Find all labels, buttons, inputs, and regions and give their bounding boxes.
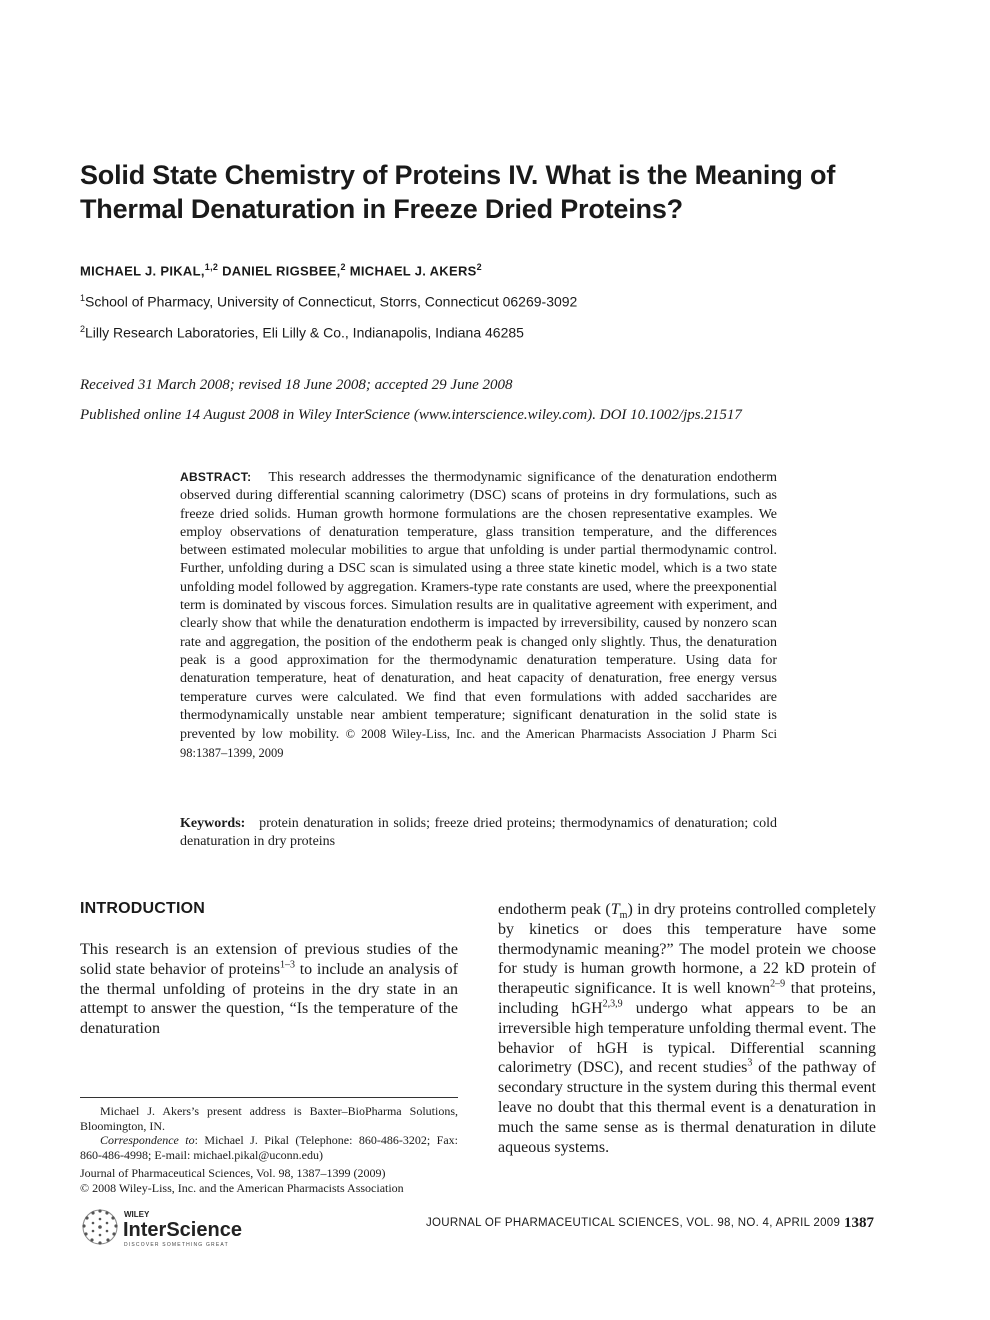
footnote-address: Michael J. Akers’s present address is Baxter–BioPharma Solutions, Bloomington, IN. [80, 1104, 458, 1133]
body-column-left [80, 940, 458, 1039]
logo-tagline: DISCOVER SOMETHING GREAT [124, 1242, 229, 1248]
affiliation-marker: 2 [476, 262, 482, 272]
footnote-correspondence [80, 1133, 458, 1162]
author-name: MICHAEL J. AKERS [349, 263, 477, 279]
keywords [180, 815, 777, 852]
abstract [180, 468, 777, 764]
correspondence-label: Correspondence to [100, 1133, 195, 1147]
body-text: undergo what appears to be an irreversible high temperature unfolding thermal event. The behavior of hGH is typical. Differential scanning calorimetry (DSC), and recent studies [498, 999, 877, 1077]
section-heading-introduction: INTRODUCTION [80, 900, 206, 917]
abstract-copyright: © 2008 Wiley-Liss, Inc. and the American Pharmacists Association J Pharm Sci 98:1387–1399, 2009 [180, 727, 777, 761]
body-text: endotherm peak ( [498, 901, 611, 918]
wiley-interscience-logo [80, 1205, 260, 1249]
body-text: ) in dry proteins controlled completely by kinetics or does this temperature have some thermodynamic meaning?” The model protein we choose for study is human growth hormone, a 22 kD protein of therapeutic significance. It is well known [498, 901, 877, 998]
author-list [80, 262, 482, 278]
body-text: This research is an extension of previous studies of the solid state behavior of proteins [80, 941, 458, 978]
affiliation-text: School of Pharmacy, University of Connecticut, Storrs, Connecticut 06269-3092 [85, 293, 578, 310]
affiliation-marker: 1 [80, 293, 86, 303]
published-line: Published online 14 August 2008 in Wiley InterScience (www.interscience.wiley.com). DOI 10.1002/jps.21517 [80, 407, 742, 423]
footnote-divider [80, 1097, 458, 1098]
affiliation-marker: 2 [80, 324, 86, 334]
keywords-text: protein denaturation in solids; freeze dried proteins; thermodynamics of denaturation; cold denaturation in dry proteins [180, 816, 777, 850]
author-name: DANIEL RIGSBEE, [222, 263, 341, 279]
symbol-subscript: m [619, 910, 628, 922]
citation-ref: 2,3,9 [602, 998, 623, 1010]
citation-ref: 3 [747, 1058, 753, 1070]
logo-wiley-text: WILEY [124, 1210, 150, 1219]
correspondence-text: : Michael J. Pikal (Telephone: 860-486-3202; Fax: 860-486-4998; E-mail: michael.pikal@uconn.edu) [80, 1133, 458, 1162]
body-text: that proteins, including hGH [498, 980, 876, 1017]
abstract-label: ABSTRACT: [180, 470, 252, 484]
citation-ref: 1–3 [280, 959, 296, 971]
footnotes [80, 1104, 458, 1195]
affiliation-marker: 2 [340, 262, 346, 272]
abstract-text: This research addresses the thermodynamic significance of the denaturation endotherm observed during differential scanning calorimetry (DSC) scans of proteins in dry formulations, such as freeze dried solids. Human growth hormone formulations are the chosen representative examples. We employ observations of denaturation temperature, glass transition temperature, and the differences between estimated molecular mobilities to argue that unfolding is under partial thermodynamic control. Further, unfolding during a DSC scan is simulated using a three state kinetic model, which is a two state unfolding model followed by aggregation. Kramers-type rate constants are used, where the preexponential term is dominated by viscous forces. Simulation results are in qualitative agreement with experiment, and clearly show that while the denaturation endotherm is impacted by irreversibility, caused by nonzero scan rate and aggregation, the position of the endotherm peak is changed only slightly. Thus, the denaturation peak is a good approximation for the thermodynamic denaturation temperature. Using data for denaturation temperature, heat of denaturation, and heat capacity of denaturation, free energy versus temperature curves were calculated. We find that even formulations with added saccharides are thermodynamically unstable near ambient temperature; significant denaturation in the solid state is prevented by low mobility. [180, 470, 777, 743]
article-title: Solid State Chemistry of Proteins IV. What is the Meaning of Thermal Denaturation in Freeze Dried Proteins? [80, 160, 836, 224]
running-footer: JOURNAL OF PHARMACEUTICAL SCIENCES, VOL. 98, NO. 4, APRIL 2009 [426, 1217, 841, 1229]
keywords-label: Keywords: [180, 816, 246, 831]
affiliation-text: Lilly Research Laboratories, Eli Lilly & Co., Indianapolis, Indiana 46285 [85, 324, 524, 341]
body-text: of the pathway of secondary structure in the system during this thermal event leave no doubt that this thermal event is a denaturation in much the same sense as is thermal denaturation in dilute aqueous systems. [498, 1059, 876, 1156]
author-name: MICHAEL J. PIKAL, [80, 263, 205, 279]
footnote-copyright: © 2008 Wiley-Liss, Inc. and the American Pharmacists Association [80, 1180, 404, 1195]
body-text: to include an analysis of the thermal unfolding of proteins in the dry state in an attempt to answer the question, “Is the temperature of the denaturation [80, 960, 458, 1038]
logo-interscience-text: InterScience [123, 1219, 242, 1241]
affiliation-2 [80, 324, 524, 341]
body-column-right [498, 900, 876, 1157]
footnote-journal: Journal of Pharmaceutical Sciences, Vol. 98, 1387–1399 (2009) [80, 1166, 386, 1180]
symbol-T: T [610, 901, 620, 918]
affiliation-marker: 1,2 [204, 262, 219, 272]
citation-ref: 2–9 [770, 978, 786, 990]
page-number: 1387 [844, 1215, 874, 1231]
received-dates: Received 31 March 2008; revised 18 June 2008; accepted 29 June 2008 [80, 377, 513, 393]
globe-icon [82, 1209, 117, 1244]
affiliation-1 [80, 293, 577, 310]
